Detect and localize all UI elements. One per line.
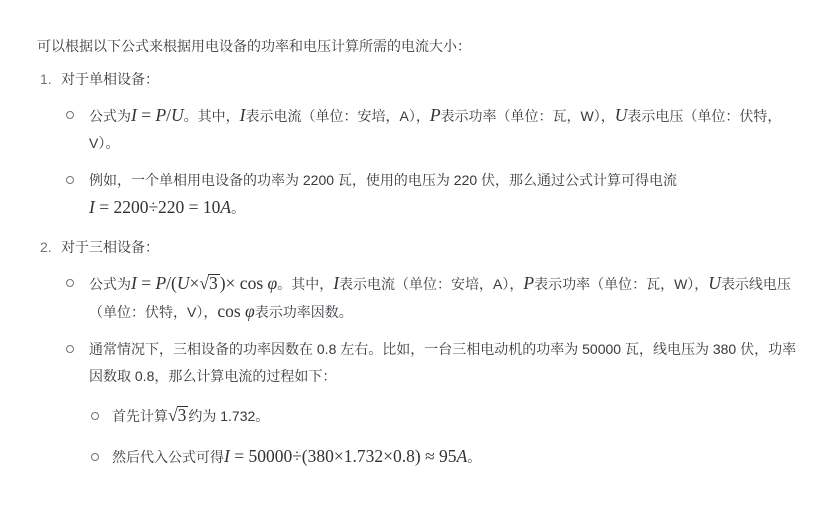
section-title: 对于单相设备： (61, 71, 159, 87)
circle-bullet-icon (91, 453, 99, 461)
bullet-paragraph: 公式为I = P/(U×√3 )× cos φ。其中，I表示电流（单位：安培，A），P表示功率（单位：瓦，W），U表示线电压（单位：伏特，V），cos φ表示功率因数。 (89, 273, 791, 321)
bullet-paragraph: 例如，一个单相用电设备的功率为 2200 瓦，使用的电压为 220 伏，那么通过公式计算可得电流 I = 2200÷220 = 10A。 (89, 172, 678, 217)
bullet-example-single (37, 167, 801, 222)
math-formula: P (523, 273, 535, 293)
list-number: 1. (40, 71, 52, 87)
circle-bullet-icon (66, 279, 74, 287)
substep-result (89, 443, 801, 471)
substep-sqrt (89, 402, 801, 430)
circle-bullet-icon (66, 111, 74, 119)
math-formula: I = 50000÷(380×1.732×0.8) ≈ 95A (224, 446, 468, 466)
bullet-example-three (37, 336, 801, 471)
bullet-formula-three (37, 270, 801, 326)
math-formula: U (708, 273, 721, 293)
bullet-paragraph: 通常情况下，三相设备的功率因数在 0.8 左右。比如，一台三相电动机的功率为 50000 瓦，线电压为 380 伏，功率因数取 0.8，那么计算电流的过程如下： (89, 341, 797, 384)
intro-paragraph: 可以根据以下公式来根据用电设备的功率和电压计算所需的电流大小： (37, 38, 471, 54)
list-number: 2. (40, 239, 52, 255)
bullet-list (37, 102, 801, 222)
sub-bullet-list (89, 402, 801, 471)
math-formula: I = 2200÷220 = 10A (89, 197, 232, 217)
substep-paragraph: 首先计算√3 约为 1.732。 (112, 405, 270, 425)
circle-bullet-icon (66, 345, 74, 353)
circle-bullet-icon (66, 176, 74, 184)
math-formula: I = P/U (131, 105, 184, 125)
section-title: 对于三相设备： (61, 239, 159, 255)
bullet-list (37, 270, 801, 471)
math-formula: P (429, 105, 441, 125)
bullet-paragraph: 公式为I = P/U。其中，I表示电流（单位：安培，A），P表示功率（单位：瓦，W），U表示电压（单位：伏特，V）。 (89, 105, 782, 151)
math-formula: I (333, 273, 340, 293)
section-three-phase (37, 234, 801, 471)
math-formula: U (614, 105, 628, 125)
math-formula: cos φ (217, 301, 255, 321)
math-formula: I = P/(U×√3 )× cos φ (131, 273, 278, 293)
bullet-formula-single (37, 102, 801, 157)
math-formula: I (239, 105, 246, 125)
section-heading (37, 66, 801, 93)
substep-paragraph: 然后代入公式可得I = 50000÷(380×1.732×0.8) ≈ 95A。 (112, 446, 482, 466)
section-heading (37, 234, 801, 261)
sqrt-radical: √3 (199, 273, 218, 293)
ordered-list (37, 66, 801, 471)
section-single-phase (37, 66, 801, 222)
sqrt-radical: √3 (168, 405, 187, 425)
math-formula (168, 405, 188, 425)
circle-bullet-icon (91, 412, 99, 420)
